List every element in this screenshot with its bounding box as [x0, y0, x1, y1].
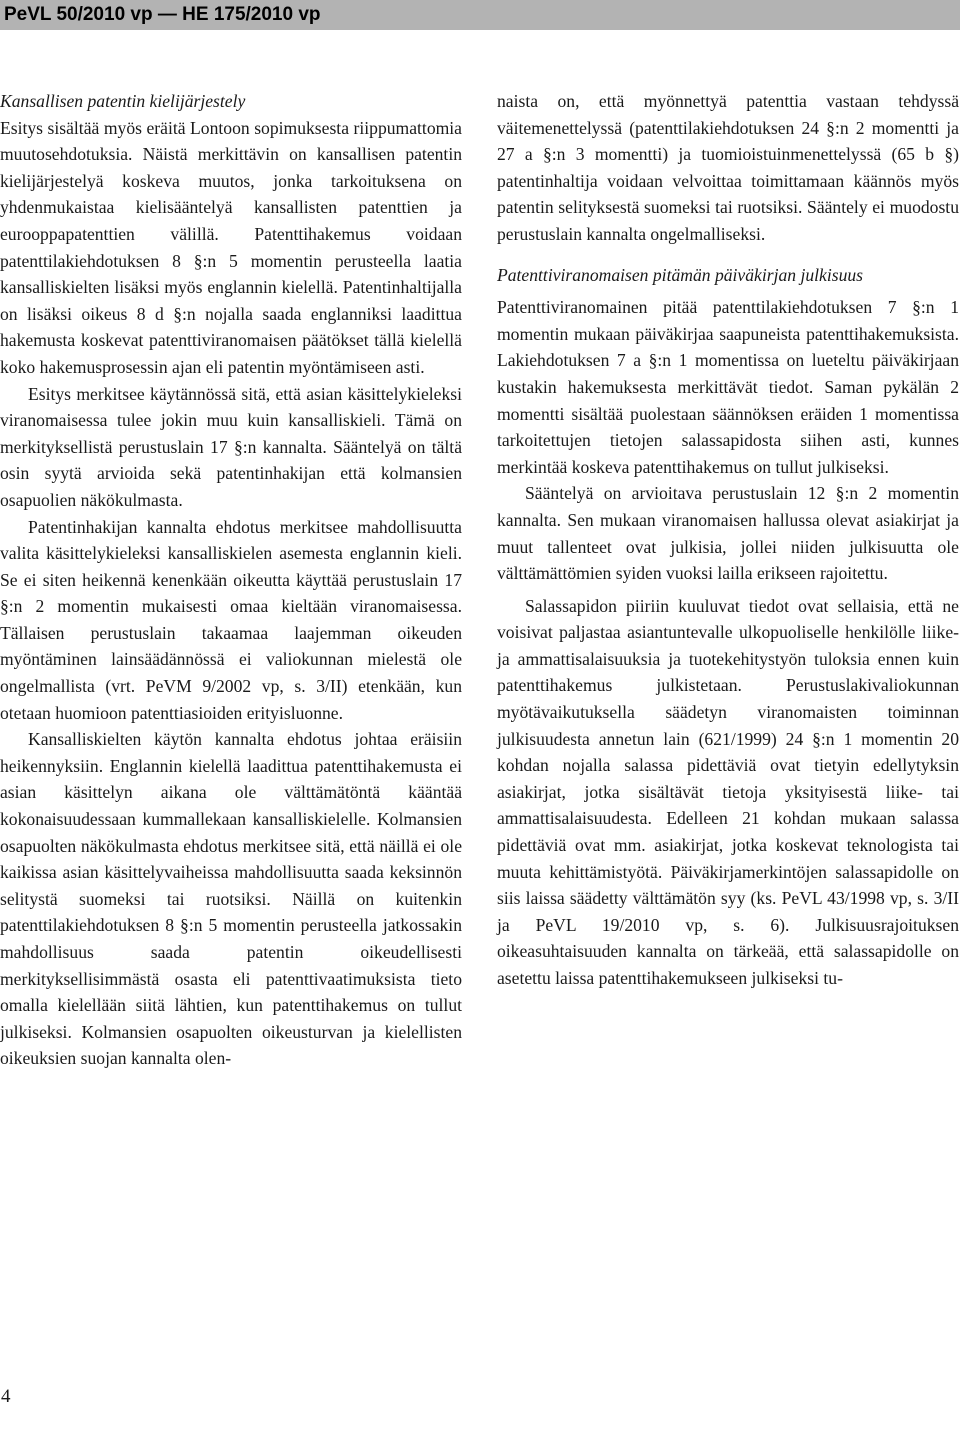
section-heading-language: Kansallisen patentin kielijärjestely — [0, 91, 246, 111]
body-paragraph: Esitys merkitsee käytännössä sitä, että asian käsittelykieleksi viranomaisessa tulee jokin muu kuin kansalliskieli. Tämä on merkityksellistä perustuslain 17 §:n kannalta. Sääntelyä on tältä osin syytä arvioida sekä patentinhakijan että kolmansien osapuolien näkökulmasta. — [0, 383, 462, 510]
body-paragraph: Kansalliskielten käytön kannalta ehdotus johtaa eräisiin heikennyksiin. Englannin kielellä laadittua patenttihakemusta ei asian käsittelyn aikana ole välttämätöntä kääntää kokonaisuudessaan kummallekaan kansalliskielelle. Kolmansien osapuolten näkökulmasta ehdotus merkitsee sitä, että näillä ei ole kaikissa asian käsittelyvaiheissa mahdollisuutta saada keksinnön selitystä suomeksi tai ruotsiksi. Näillä on kuitenkin patenttilakiehdotuksen 8 §:n 5 momentin perusteella jatkossakin mahdollisuus saada patentin oikeudellisesti merkityksellisimmästä osasta eli patenttivaatimuksista tieto omalla kielellään siitä lähtien, kun patenttihakemus on tullut julkiseksi. Kolmansien osapuolten oikeusturvan ja kielellisten oikeuksien suojan kannalta olen- — [0, 729, 462, 1069]
left-column — [0, 88, 462, 1072]
body-paragraph: Esitys sisältää myös eräitä Lontoon sopimuksesta riippumattomia muutosehdotuksia. Näistä merkittävin on kansallisen patentin kielijärjestelyä koskeva muutos, jonka tarkoituksena on yhdenmukaistaa kielisääntelyä kansallisten patenttien ja eurooppapatenttien välillä. Patenttihakemus voidaan patenttilakiehdotuksen 8 §:n 5 momentin perusteella laatia kansalliskielten lisäksi myös englannin kielellä. Patentinhaltijalla on lisäksi oikeus 8 d §:n nojalla saada englanniksi laadittua hakemusta koskevat patenttiviranomaisen päätökset tällä kielellä koko hakemusprosessin ajan eli patentin myöntämiseen asti. — [0, 117, 462, 377]
body-paragraph: Patentinhakijan kannalta ehdotus merkitsee mahdollisuutta valita käsittelykieleksi kansalliskielen asemesta englannin kieli. Se ei siten heikennä kenenkään oikeutta käyttää perustuslain 17 §:n 2 momentin mukaisesti omaa kieltään viranomaisessa. Tällaisen perustuslain takaamaa laajemman oikeuden myöntäminen lainsäädännössä ei valiokunnan mielestä ole ongelmallista (vrt. PeVM 9/2002 vp, s. 3/II) etenkään, kun otetaan huomioon patenttiasioiden erityisluonne. — [0, 516, 462, 723]
page-number: 4 — [1, 1386, 11, 1407]
body-paragraph: Salassapidon piiriin kuuluvat tiedot ovat sellaisia, että ne voisivat paljastaa asiantuntevalle ulkopuoliselle henkilölle liike- ja ammattisalaisuuksia ja tuotekehitystyön tuloksia ennen kuin patenttihakemus julkistetaan. Perustuslakivaliokunnan myötävaikutuksella säädetyn viranomaisten toiminnan julkisuudesta annetun lain (621/1999) 24 §:n 1 momentin 20 kohdan nojalla salassa pidettäviä ovat tietyin edellytyksin asiakirjat, jotka sisältävät tietoja yksityisestä liike- tai ammattisalaisuudesta. Edelleen 21 kohdan mukaan salassa pidettäviä ovat mm. asiakirjat, jotka koskevat teknologista tai muuta kehittämistyötä. Päiväkirjamerkintöjen salassapidolle on siis laissa säädetty välttämätön syy (ks. PeVL 43/1998 vp, s. 3/II ja PeVL 19/2010 vp, s. 6). Julkisuusrajoituksen oikeasuhtaisuuden kannalta on tärkeää, että salassapidolle on asetettu laissa patenttihakemukseen julkiseksi tu- — [497, 595, 959, 988]
body-paragraph: Patenttiviranomainen pitää patenttilakiehdotuksen 7 §:n 1 momentin mukaan päiväkirjaa saapuneista patenttihakemuksista. Lakiehdotuksen 7 a §:n 1 momentissa on lueteltu päiväkirjaan kustakin hakemuksesta merkittävät tiedot. Saman pykälän 2 momentti sisältää puolestaan säännöksen eräiden 1 momentissa tarkoitettujen tietojen salassapidosta siihen asti, kunnes merkintää koskeva patenttihakemus on tullut julkiseksi. — [497, 297, 959, 477]
running-header — [0, 0, 960, 30]
body-paragraph: Sääntelyä on arvioitava perustuslain 12 §:n 2 momentin kannalta. Sen mukaan viranomaisen hallussa olevat asiakirjat ja muut tallenteet ovat julkisia, jollei niiden julkisuutta ole välttämättömien syiden vuoksi lailla erikseen rajoitettu. — [497, 483, 959, 584]
right-column — [497, 88, 959, 992]
body-paragraph-continuation: naista on, että myönnettyä patenttia vastaan tehdyssä väitemenettelyssä (patenttilakiehdotuksen 24 §:n 2 momentti ja 27 a §:n 3 momentti) ja tuomioistuinmenettelyssä (65 b §) patentinhaltija voidaan velvoittaa toimittamaan käännös myös patentin selityksestä suomeksi tai ruotsiksi. Sääntely ei muodostu perustuslain kannalta ongelmalliseksi. — [497, 91, 959, 244]
section-heading-diary: Patenttiviranomaisen pitämän päiväkirjan julkisuus — [497, 264, 864, 285]
running-title: PeVL 50/2010 vp — HE 175/2010 vp — [4, 4, 321, 25]
